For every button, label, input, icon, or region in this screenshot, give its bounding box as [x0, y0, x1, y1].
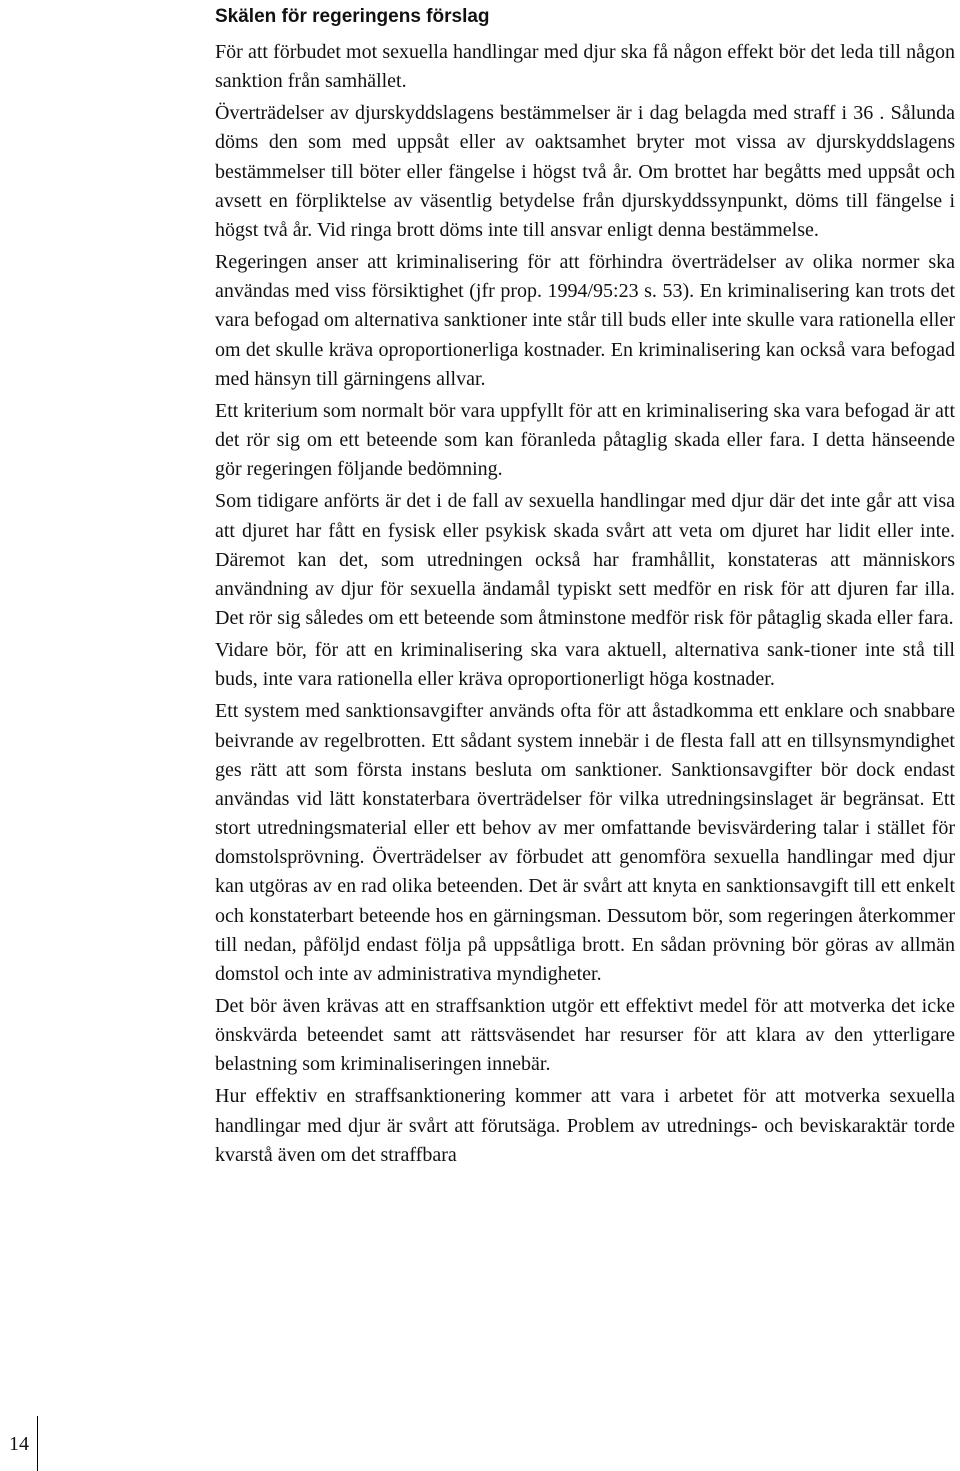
- paragraph: Regeringen anser att kriminalisering för att förhindra överträdelser av olika normer ska användas med viss försiktighet (jfr prop. 1994/95:23 s. 53). En kriminalisering kan trots det vara befogad om alternativa sanktioner inte står till buds eller inte skulle vara rationella eller om det skulle kräva oproportionerliga kostnader. En kriminalisering kan också vara befogad med hänsyn till gärningens allvar.: [215, 251, 955, 390]
- page-number: 14: [0, 1416, 38, 1471]
- section-heading: Skälen för regeringens förslag: [215, 6, 490, 27]
- document-body: [215, 0, 955, 1173]
- paragraph: Överträdelser av djurskyddslagens bestämmelser är i dag belagda med straff i 36 . Sålunda döms den som med uppsåt eller av oaktsamhet bryter mot vissa av djurskyddslagens bestämmelser till böter eller fängelse i högst två år. Om brottet har begåtts med uppsåt och avsett en förpliktelse av väsentlig betydelse från djurskyddssynpunkt, döms till fängelse i högst två år. Vid ringa brott döms inte till ansvar enligt denna bestämmelse.: [215, 102, 955, 241]
- paragraph: Som tidigare anförts är det i de fall av sexuella handlingar med djur där det inte går att visa att djuret har fått en fysisk eller psykisk skada svårt att veta om djuret har lidit eller inte. Däremot kan det, som utredningen också har framhållit, konstateras att människors användning av djur för sexuella ändamål typiskt sett medför en risk för att djuren far illa. Det rör sig således om ett beteende som åtminstone medför risk för påtaglig skada eller fara.: [215, 490, 955, 629]
- paragraph: Ett system med sanktionsavgifter används ofta för att åstadkomma ett enklare och snabbare beivrande av regelbrotten. Ett sådant system innebär i de flesta fall att en tillsynsmyndighet ges rätt att som första instans besluta om sanktioner. Sanktionsavgifter bör dock endast användas vid lätt konstaterbara överträdelser för vilka utredningsinslaget är begränsat. Ett stort utredningsmaterial eller ett behov av mer omfattande bevisvärdering talar i stället för domstolsprövning. Överträdelser av förbudet att genomföra sexuella handlingar med djur kan utgöras av en rad olika beteenden. Det är svårt att knyta en sanktionsavgift till ett enkelt och konstaterbart beteende hos en gärningsman. Dessutom bör, som regeringen återkommer till nedan, påföljd endast följa på uppsåtliga brott. En sådan prövning bör göras av allmän domstol och inte av administrativa myndigheter.: [215, 700, 955, 985]
- paragraph: För att förbudet mot sexuella handlingar med djur ska få någon effekt bör det leda till någon sanktion från samhället.: [215, 41, 955, 93]
- paragraph: Ett kriterium som normalt bör vara uppfyllt för att en kriminalisering ska vara befogad är att det rör sig om ett beteende som kan föranleda påtaglig skada eller fara. I detta hänseende gör regeringen följande bedömning.: [215, 399, 956, 481]
- paragraph: Vidare bör, för att en kriminalisering ska vara aktuell, alternativa sank-tioner inte stå till buds, inte vara rationella eller kräva oproportionerligt höga kostnader.: [215, 639, 955, 691]
- paragraph: Hur effektiv en straffsanktionering kommer att vara i arbetet för att motverka sexuella handlingar med djur är svårt att förutsäga. Problem av utrednings- och beviskaraktär torde kvarstå även om det straffbara: [215, 1085, 955, 1166]
- paragraph: Det bör även krävas att en straffsanktion utgör ett effektivt medel för att motverka det icke önskvärda beteendet samt att rättsväsendet har resurser för att klara av den ytterligare belastning som kriminaliseringen innebär.: [215, 995, 955, 1076]
